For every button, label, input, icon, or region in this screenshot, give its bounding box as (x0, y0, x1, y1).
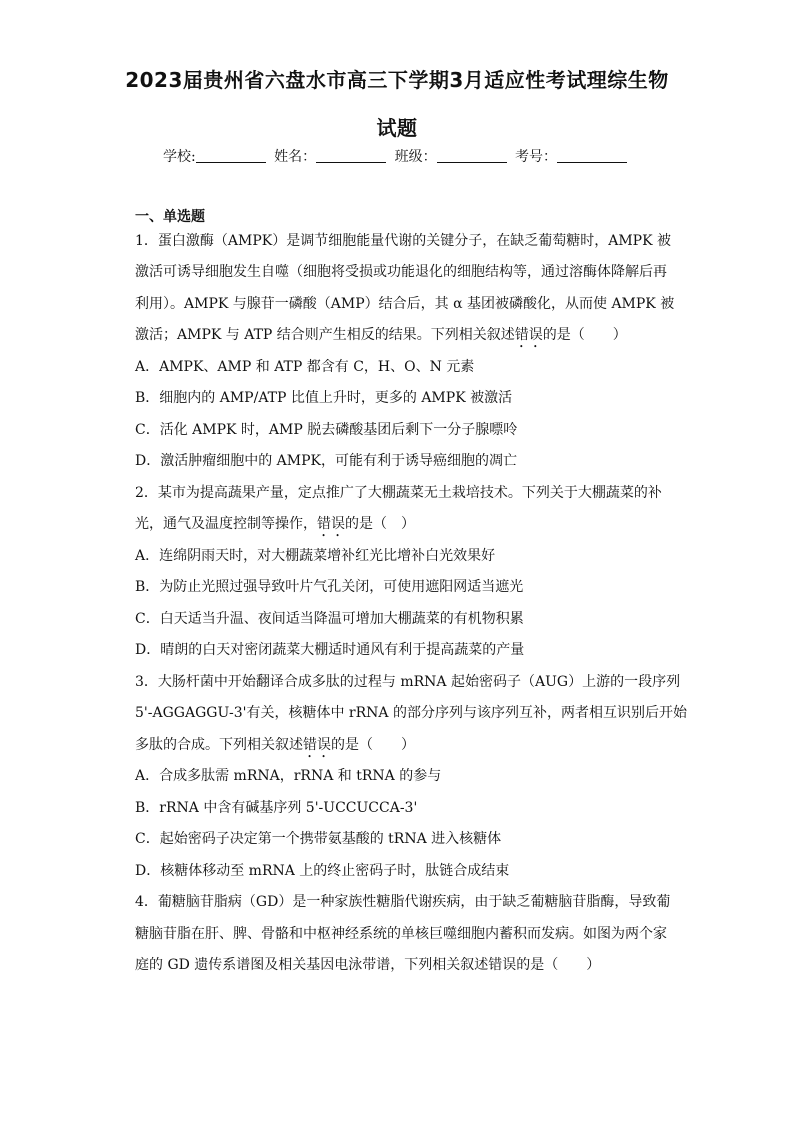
q1-stem-end: 激活；AMPK 与 ATP 结合则产生相反的结果。下列相关叙述 (135, 327, 515, 343)
question-3-line-3 (135, 736, 415, 761)
q3-emphasis: 错误 (303, 737, 331, 753)
question-3-option-b: B．rRNA 中含有碱基序列 5'-UCCUCCA-3' (135, 800, 418, 816)
title-line-1: 2023届贵州省六盘水市高三下学期3月适应性考试理综生物 (125, 68, 669, 92)
question-2-option-a: A．连绵阴雨天时，对大棚蔬菜增补红光比增补白光效果好 (135, 548, 496, 564)
question-1-option-a: A．AMPK、AMP 和 ATP 都含有 C，H、O、N 元素 (135, 359, 475, 375)
school-blank[interactable] (196, 148, 266, 163)
exam-number-label: 考号： (515, 149, 558, 165)
question-2-option-c: C．白天适当升温、夜间适当降温可增加大棚蔬菜的有机物积累 (135, 611, 524, 627)
q1-emphasis: 错误 (514, 327, 543, 343)
question-3-line-1: 3．大肠杆菌中开始翻译合成多肽的过程与 mRNA 起始密码子（AUG）上游的一段序列 (135, 674, 681, 690)
q1-tail: 的是（ ） (542, 327, 627, 343)
q2-stem-end: 光，通气及温度控制等操作， (135, 516, 317, 532)
question-1-option-b: B．细胞内的 AMP/ATP 比值上升时，更多的 AMPK 被激活 (135, 390, 513, 406)
question-2-line-2 (135, 515, 415, 540)
question-1-option-c: C．活化 AMPK 时，AMP 脱去磷酸基团后剩下一分子腺嘌呤 (135, 422, 518, 438)
question-4-line-2: 糖脑苷脂在肝、脾、骨骼和中枢神经系统的单核巨噬细胞内蓄积而发病。如图为两个家 (135, 926, 667, 942)
school-label: 学校: (162, 149, 196, 165)
question-1-line-2: 激活可诱导细胞发生自噬（细胞将受损或功能退化的细胞结构等，通过溶酶体降解后再 (135, 264, 667, 280)
title-line-2: 试题 (376, 116, 418, 140)
student-info-row (0, 146, 794, 166)
question-3-line-2: 5'-AGGAGGU-3'有关，核糖体中 rRNA 的部分序列与该序列互补，两者相互识别后开始 (135, 705, 687, 721)
name-label: 姓名： (274, 149, 317, 165)
class-blank[interactable] (437, 148, 507, 163)
q3-tail: 的是（ ） (331, 737, 415, 753)
section-heading: 一、单选题 (135, 209, 205, 225)
question-1-line-1: 1．蛋白激酶（AMPK）是调节细胞能量代谢的关键分子，在缺乏葡萄糖时，AMPK 被 (135, 233, 672, 249)
question-3-option-d: D．核糖体移动至 mRNA 上的终止密码子时，肽链合成结束 (135, 863, 510, 879)
question-1-line-4 (135, 326, 627, 351)
question-1-option-d: D．激活肿瘤细胞中的 AMPK，可能有利于诱导癌细胞的凋亡 (135, 453, 517, 469)
exam-number-blank[interactable] (557, 148, 627, 163)
q2-emphasis: 错误 (317, 516, 345, 532)
question-2-option-b: B．为防止光照过强导致叶片气孔关闭，可使用遮阳网适当遮光 (135, 579, 524, 595)
question-1-line-3: 利用）。AMPK 与腺苷一磷酸（AMP）结合后，其 α 基团被磷酸化，从而使 AMPK 被 (135, 296, 675, 312)
question-4-line-3: 庭的 GD 遗传系谱图及相关基因电泳带谱，下列相关叙述错误的是（ ） (135, 957, 601, 973)
question-4-line-1: 4．葡糖脑苷脂病（GD）是一种家族性糖脂代谢疾病，由于缺乏葡糖脑苷脂酶，导致葡 (135, 894, 671, 910)
class-label: 班级： (394, 149, 437, 165)
question-2-line-1: 2．某市为提高蔬果产量，定点推广了大棚蔬菜无土栽培技术。下列关于大棚蔬菜的补 (135, 485, 662, 501)
q2-tail: 的是（ ） (345, 516, 415, 532)
name-blank[interactable] (316, 148, 386, 163)
question-3-option-a: A．合成多肽需 mRNA，rRNA 和 tRNA 的参与 (135, 768, 442, 784)
q3-stem-end: 多肽的合成。下列相关叙述 (135, 737, 303, 753)
question-3-option-c: C．起始密码子决定第一个携带氨基酸的 tRNA 进入核糖体 (135, 831, 502, 847)
question-2-option-d: D．晴朗的白天对密闭蔬菜大棚适时通风有利于提高蔬菜的产量 (135, 642, 525, 658)
